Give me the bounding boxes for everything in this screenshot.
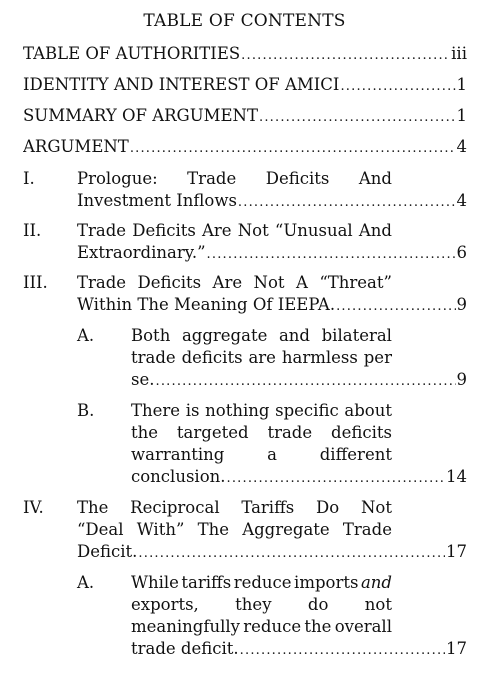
section-number: II. (23, 221, 42, 240)
toc-entry-line: meaningfully reduce the overall (131, 617, 392, 636)
dot-leader (259, 107, 456, 127)
toc-page-number: 17 (446, 639, 467, 658)
section-number: IV. (23, 498, 44, 517)
toc-entry-line: While tariffs reduce imports and (131, 573, 392, 592)
emphasis-text: and (360, 573, 392, 592)
toc-entry-argument[interactable] (23, 136, 467, 158)
toc-page-number: 6 (456, 243, 467, 262)
toc-entry-line: Both aggregate and bilateral (131, 326, 392, 345)
toc-entry-line: “Deal With” The Aggregate Trade (77, 520, 392, 539)
toc-entry-last-line: Within The Meaning Of IEEPA. ..... 9 (77, 294, 467, 316)
toc-entry-line: exports, they do not (131, 595, 392, 614)
toc-page-number: 14 (446, 467, 467, 486)
toc-entry-line: Trade Deficits Are Not “Unusual And (77, 221, 392, 240)
section-number: B. (77, 401, 95, 420)
dot-leader (155, 371, 455, 391)
toc-page-number: 17 (446, 542, 467, 561)
toc-entry-identity-and-interest[interactable] (23, 74, 467, 96)
toc-entry-label: TABLE OF AUTHORITIES (23, 44, 241, 63)
toc-page-number: 9 (456, 370, 467, 389)
toc-entry-line: the targeted trade deficits (131, 423, 392, 442)
dot-leader (227, 468, 446, 488)
dot-leader (238, 192, 456, 212)
toc-entry-last-line: trade deficit. ..... 17 (131, 638, 467, 660)
toc-entry-last-line: Investment Inflows ..... 4 (77, 190, 467, 212)
dot-leader (240, 640, 445, 660)
toc-entry-last-line: se. ..... 9 (131, 369, 467, 391)
section-number: A. (77, 573, 95, 592)
toc-entry-label: SUMMARY OF ARGUMENT (23, 106, 258, 125)
dot-leader (138, 543, 445, 563)
toc-page-number: iii (451, 44, 467, 63)
dot-leader (241, 45, 450, 65)
toc-page-number: 1 (456, 106, 467, 125)
dot-leader (340, 76, 455, 96)
toc-entry-label: ARGUMENT (23, 137, 129, 156)
toc-entry-table-of-authorities[interactable] (23, 43, 467, 65)
dot-leader (207, 244, 456, 264)
section-number: I. (23, 169, 35, 188)
toc-page-number: 1 (456, 75, 467, 94)
toc-entry-last-line: conclusion. ..... 14 (131, 466, 467, 488)
toc-page-number: 4 (456, 137, 467, 156)
toc-entry-line: Trade Deficits Are Not A “Threat” (77, 273, 392, 292)
toc-entry-line: There is nothing specific about (131, 401, 392, 420)
toc-entry-line: Prologue: Trade Deficits And (77, 169, 392, 188)
toc-entry-last-line: Extraordinary.” ..... 6 (77, 242, 467, 264)
toc-entry-line: The Reciprocal Tariffs Do Not (77, 498, 392, 517)
toc-page-number: 9 (456, 295, 467, 314)
toc-entry-summary-of-argument[interactable] (23, 105, 467, 127)
toc-entry-line: warranting a different (131, 445, 392, 464)
toc-entry-last-line: Deficit. ..... 17 (77, 541, 467, 563)
section-number: A. (77, 326, 95, 345)
dot-leader (336, 296, 455, 316)
toc-title: TABLE OF CONTENTS (143, 11, 346, 31)
toc-entry-label: IDENTITY AND INTEREST OF AMICI (23, 75, 340, 94)
dot-leader (130, 138, 456, 158)
section-number: III. (23, 273, 48, 292)
toc-page-number: 4 (456, 191, 467, 210)
toc-entry-line: trade deficits are harmless per (131, 348, 392, 367)
